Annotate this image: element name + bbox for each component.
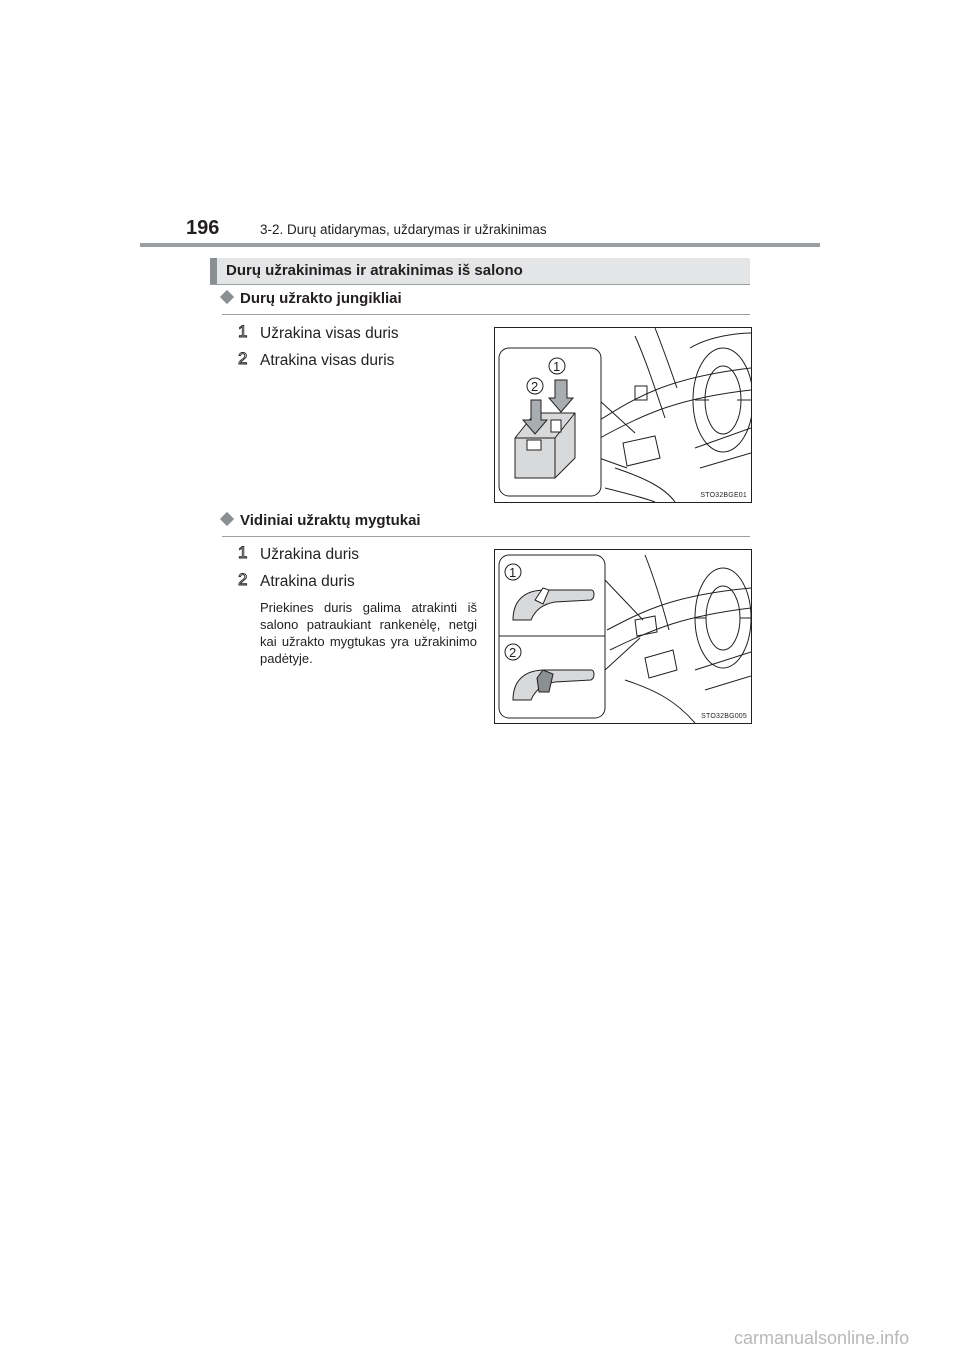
subsection-heading-1 [222,290,402,307]
number-1-glyph: 1 [238,322,248,341]
figure-inside-lock-buttons [494,549,752,724]
callout-2-label: 2 [531,379,539,394]
subsection-title-2: Vidiniai užraktų mygtukai [240,512,421,529]
number-2-icon [236,569,254,589]
number-2-glyph: 2 [238,570,248,589]
callout-2-label: 2 [509,645,517,660]
item-label: Užrakina visas duris [260,325,399,342]
section-title: Durų užrakinimas ir atrakinimas iš salono [226,262,523,279]
item-label: Užrakina duris [260,546,360,563]
section-heading-bar [210,258,750,285]
page-number: 196 [186,217,220,239]
inside-lock-buttons-illustration [495,550,751,723]
item-label: Atrakina duris [260,573,355,590]
note-paragraph: Priekines duris galima atrakinti iš salono patraukiant rankenėlę, netgi kai užrakto mygtukas yra užrakinimo padėtyje. [260,600,477,666]
number-1-icon [236,321,254,341]
diamond-bullet-icon [220,290,234,304]
number-2-icon [236,348,254,368]
subsection-heading-2 [222,512,421,529]
number-1-icon [236,542,254,562]
subsection-title-1: Durų užrakto jungikliai [240,290,402,307]
watermark: carmanualsonline.info [734,1328,910,1348]
figure-code: STO32BG005 [701,713,747,720]
diamond-bullet-icon [220,512,234,526]
number-2-glyph: 2 [238,349,248,368]
number-1-glyph: 1 [238,543,248,562]
callout-1-label: 1 [553,359,561,374]
item-label: Atrakina visas duris [260,352,395,369]
figure-code: STO32BGE01 [700,492,747,499]
subsection-rule-1 [222,314,750,315]
door-lock-switch-illustration [495,328,751,502]
callout-1-label: 1 [509,565,517,580]
figure-door-lock-switch [494,327,752,503]
header-rule [140,243,820,247]
chapter-title: 3-2. Durų atidarymas, uždarymas ir užrakinimas [260,222,547,237]
section-accent [210,258,217,284]
subsection-rule-2 [222,536,750,537]
